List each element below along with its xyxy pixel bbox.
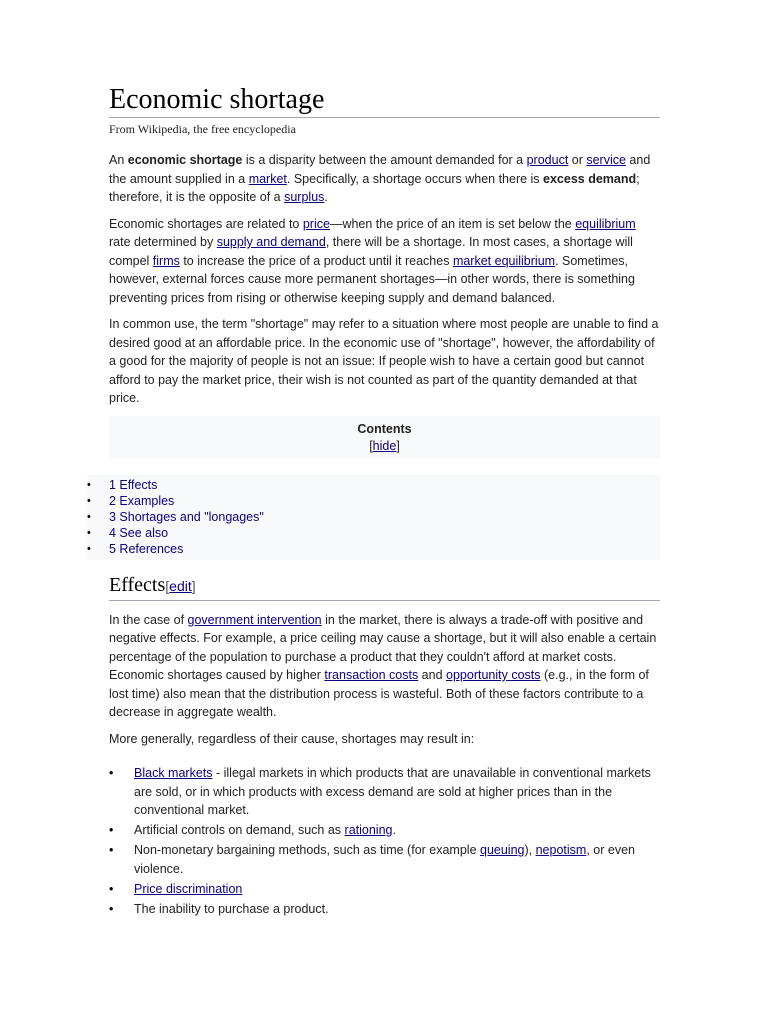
toc-link-effects[interactable]: 1 Effects	[109, 477, 158, 492]
section-edit	[165, 578, 195, 594]
text: The inability to purchase a product.	[134, 901, 329, 916]
text: . Specifically, a shortage occurs when there is	[286, 171, 544, 186]
toc-header	[109, 416, 660, 459]
toc-toggle	[109, 438, 660, 455]
link-nepotism[interactable]: nepotism	[535, 843, 587, 858]
list-item	[109, 764, 660, 820]
toc-item	[87, 541, 660, 557]
link-market-equilibrium[interactable]: market equilibrium	[452, 253, 556, 268]
text: . Sometimes, however, external forces cause more permanent shortages—in other words, there is something preventing prices from rising or otherwise keeping supply and demand balanced.	[109, 253, 635, 305]
link-transaction-costs[interactable]: transaction costs	[324, 668, 419, 683]
text: and the amount supplied in a	[109, 153, 651, 186]
link-equilibrium[interactable]: equilibrium	[575, 216, 636, 231]
toc-item	[87, 509, 660, 525]
link-firms[interactable]: firms	[152, 253, 180, 268]
list-item	[109, 900, 660, 919]
text: , or even violence.	[134, 843, 635, 876]
list-item	[109, 841, 660, 878]
link-price[interactable]: price	[302, 216, 330, 231]
intro-paragraph-3: In common use, the term "shortage" may refer to a situation where most people are unable to find a desired good at an affordable price. In the economic use of "shortage", however, the affordability of a good for the majority of people is not an issue: If people wish to have a certain good but cannot afford to pay the market price, their wish is not counted as part of the quantity demanded at that price.	[109, 317, 659, 405]
toc-item	[87, 477, 660, 493]
text: is a disparity between the amount demanded for a	[242, 153, 527, 167]
text: An	[109, 153, 128, 167]
text: to increase the price of a product until it reaches	[179, 253, 453, 268]
text: - illegal markets in which products that are unavailable in conventional markets are sold, or in which products with excess demand are sold at higher prices than in the conventional market.	[134, 766, 651, 818]
bracket: ]	[191, 577, 196, 594]
text: ; therefore, it is the opposite of a	[109, 171, 640, 204]
text: .	[392, 823, 396, 838]
text: Economic shortages are related to	[109, 216, 303, 231]
effects-paragraph-1	[109, 611, 660, 722]
link-queuing[interactable]: queuing	[480, 843, 525, 858]
toc-link-shortages-longages[interactable]: 3 Shortages and "longages"	[109, 509, 264, 524]
text: Artificial controls on demand, such as	[134, 823, 345, 838]
toc-title: Contents	[357, 421, 412, 436]
link-black-markets[interactable]: Black markets	[134, 766, 213, 781]
site-tagline: From Wikipedia, the free encyclopedia	[109, 122, 296, 136]
intro-paragraph-2	[109, 215, 660, 308]
toc-link-examples[interactable]: 2 Examples	[109, 493, 175, 508]
section-heading-effects	[109, 572, 660, 601]
text: Non-monetary bargaining methods, such as time (for example	[134, 843, 480, 858]
text: , there will be a shortage. In most cases, a shortage will compel	[109, 235, 633, 268]
toc-item	[87, 493, 660, 509]
bold-term-excess-demand: excess demand	[543, 171, 637, 186]
link-price-discrimination[interactable]: Price discrimination	[134, 881, 243, 896]
bracket: [	[165, 577, 170, 594]
toc-list	[87, 475, 660, 560]
text: in the market, there is always a trade-off with positive and negative effects. For example, a price ceiling may cause a shortage, but it will also enable a certain percentage of the population to purchase a product that they couldn't afford at market costs. Economic shortages caused by higher	[109, 612, 657, 683]
link-rationing[interactable]: rationing	[344, 823, 393, 838]
list-item	[109, 880, 660, 899]
text: In the case of	[109, 612, 188, 627]
toc-hide-link[interactable]: hide	[372, 438, 397, 453]
text: and	[418, 668, 447, 683]
edit-link[interactable]: edit	[169, 577, 192, 594]
text: (e.g., in the form of lost time) also mean that the distribution process is wasteful. Both of these factors contribute to a decrease in aggregate wealth.	[109, 668, 649, 720]
bracket: [	[369, 438, 373, 453]
text: rate determined by	[109, 235, 217, 249]
article-content	[109, 84, 660, 920]
link-opportunity-costs[interactable]: opportunity costs	[446, 668, 541, 683]
link-surplus[interactable]: surplus	[284, 190, 325, 204]
text: —when the price of an item is set below the	[329, 216, 576, 231]
page-title: Economic shortage	[109, 84, 660, 118]
link-product[interactable]: product	[526, 153, 569, 167]
bold-term-economic-shortage: economic shortage	[127, 153, 243, 167]
link-government-intervention[interactable]: government intervention	[187, 612, 322, 627]
toc-link-see-also[interactable]: 4 See also	[109, 526, 169, 541]
intro-paragraph-1	[109, 151, 660, 207]
text: or	[568, 153, 587, 167]
text: ),	[524, 843, 536, 858]
effects-paragraph-2: More generally, regardless of their cause, shortages may result in:	[109, 731, 475, 746]
link-service[interactable]: service	[586, 153, 626, 167]
link-supply-and-demand[interactable]: supply and demand	[216, 235, 326, 249]
toc-item	[87, 525, 660, 541]
list-item	[109, 821, 660, 840]
effects-list	[109, 764, 660, 918]
toc-link-references[interactable]: 5 References	[109, 542, 184, 557]
section-heading-text: Effects	[109, 573, 166, 596]
link-market[interactable]: market	[248, 171, 287, 186]
bracket: ]	[396, 438, 400, 453]
text: .	[324, 190, 328, 204]
